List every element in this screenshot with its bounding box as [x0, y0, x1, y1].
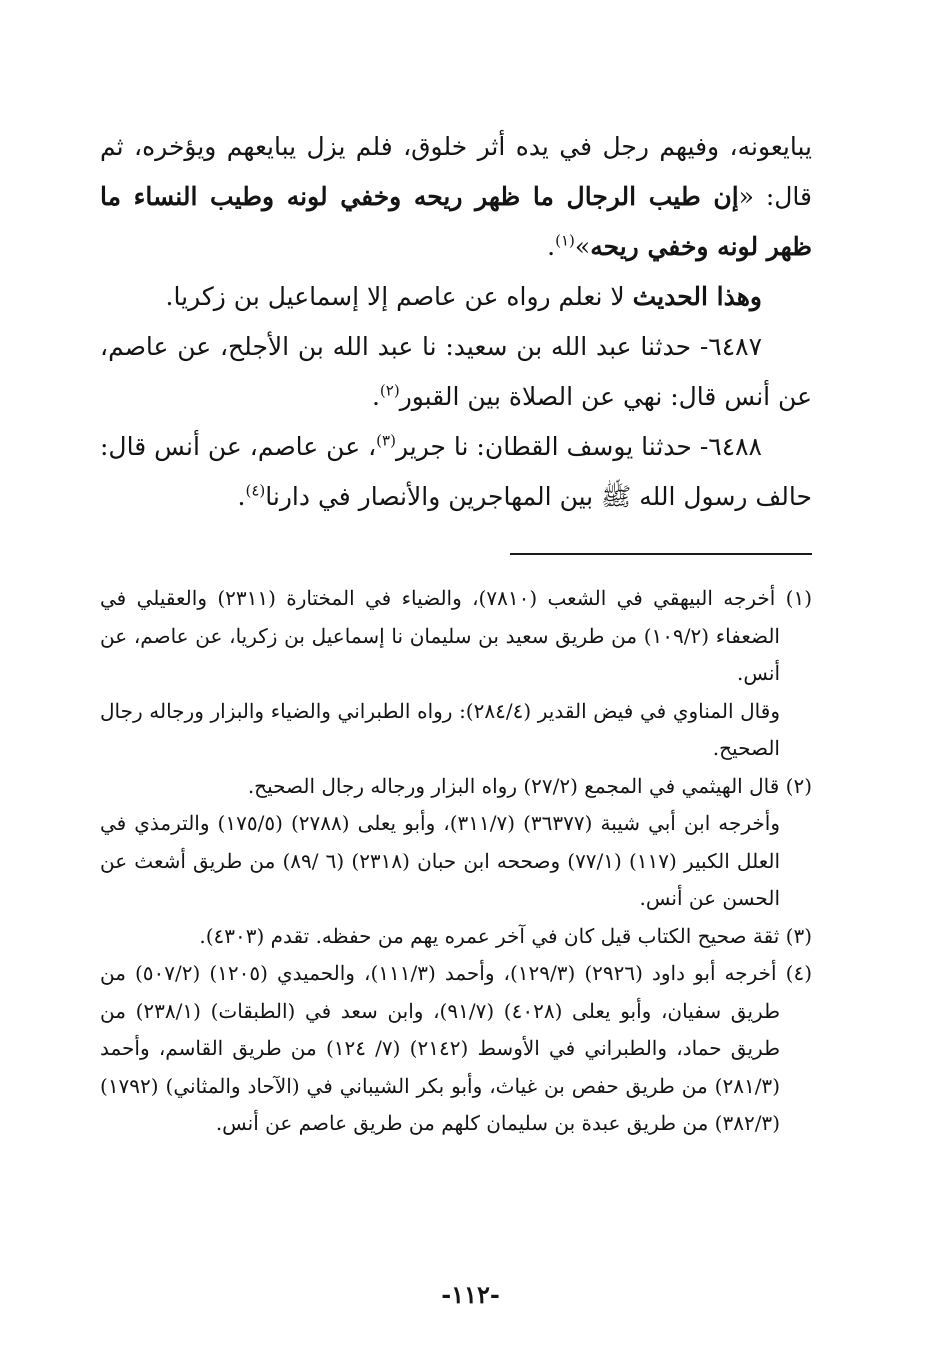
footnote-ref-2: (٢) [379, 381, 400, 400]
footnote-2: (٢) قال الهيثمي في المجمع (٢٧/٢) رواه البزار ورجاله رجال الصحيح. [247, 773, 812, 798]
footnote-1-continuation: وقال المناوي في فيض القدير (٢٨٤/٤): رواه الطبراني والضياء والبزار ورجاله رجال الصحيح. [100, 698, 780, 760]
hadith-quote: إن طيب الرجال ما ظهر ريحه وخفي لونه وطيب النساء ما ظهر لونه وخفي ريحه [100, 182, 812, 261]
footnote-4: (٤) أخرجه أبو داود (٢٩٢٦) (١٢٩/٣)، وأحمد (١١١/٣)، والحميدي (١٢٠٥) (٥٠٧/٢) من طريق سفيان، وأبو يعلى (٤٠٢٨) (٩١/٧)، وابن سعد في (الطبقات) (٢٣٨/١) من طريق حماد، والطبراني في الأوسط (٢١٤٢) (٧/ ١٢٤) من طريق القاسم، وأحمد (٢٨١/٣) من طريق حفص بن غياث، وأبو بكر الشيباني في (الآحاد والمثاني) (١٧٩٢) (٣٨٢/٣) من طريق عبدة بن سليمان كلهم من طريق عاصم عن أنس. [100, 961, 812, 1135]
footnote-divider [510, 553, 812, 555]
hadith-paragraph-1: يبايعونه، وفيهم رجل في يده أثر خلوق، فلم يزل يبايعهم ويؤخره، ثم قال: «إن طيب الرجال ما ظهر ريحه وخفي لونه وطيب النساء ما ظهر لونه وخفي ريحه»$^{(١)}$. [100, 132, 812, 261]
footnote-ref-1: (١) [555, 231, 575, 250]
main-text [100, 122, 812, 522]
footnotes [100, 580, 812, 1143]
footnote-ref-3: (٣) [376, 431, 396, 450]
hadith-comment-paragraph: وهذا الحديث لا نعلم رواه عن عاصم إلا إسماعيل بن زكريا. [165, 282, 762, 311]
hadith-6488: ٦٤٨٨- حدثنا يوسف القطان: نا جرير$^{(٣)}$، عن عاصم، عن أنس قال: حالف رسول الله ﷺ بين المهاجرين والأنصار في دارنا$^{(٤)}$. [100, 431, 812, 511]
hadith-6487: ٦٤٨٧- حدثنا عبد الله بن سعيد: نا عبد الله بن الأجلح، عن عاصم، عن أنس قال: نهي عن الصلاة بين القبور$^{(٢)}$. [100, 332, 812, 411]
footnote-3: (٣) ثقة صحيح الكتاب قيل كان في آخر عمره يهم من حفظه. تقدم (٤٣٠٣). [199, 923, 812, 948]
hadith-comment-lead: وهذا الحديث [632, 282, 762, 311]
footnote-ref-4: (٤) [245, 481, 266, 500]
footnote-1: (١) أخرجه البيهقي في الشعب (٧٨١٠)، والضياء في المختارة (٢٣١١) والعقيلي في الضعفاء (١٠٩/٢) من طريق سعيد بن سليمان نا إسماعيل بن زكريا، عن عاصم، عن أنس. [100, 586, 813, 685]
page-number: -١١٢- [441, 1280, 500, 1309]
footnote-2-continuation: وأخرجه ابن أبي شيبة (٣٦٣٧٧) (٣١١/٧)، وأبو يعلى (٢٧٨٨) (١٧٥/٥) والترمذي في العلل الكبير (١١٧) (٧٧/١) وصححه ابن حبان (٢٣١٨) (٦ /٨٩) من طريق أشعث عن الحسن عن أنس. [100, 811, 780, 910]
